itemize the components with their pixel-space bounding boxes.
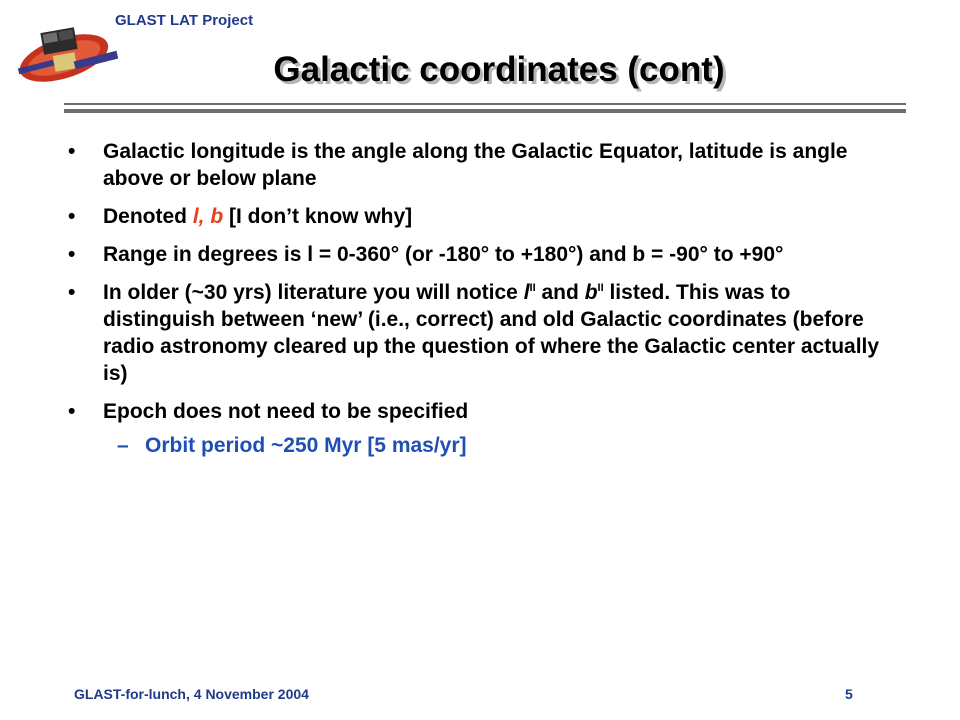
- bullet-text-part: and: [535, 281, 585, 304]
- bullet-text-part: In older (~30 yrs) literature you will notice: [103, 281, 524, 304]
- bullet-dot: •: [68, 205, 76, 228]
- bullet-dot: •: [68, 400, 76, 423]
- bullet-text: Galactic longitude is the angle along the Galactic Equator, latitude is angle above or below plane: [103, 140, 848, 190]
- sub-bullet-item: [60, 432, 900, 459]
- bullet-text-suffix: [I don’t know why]: [223, 205, 413, 228]
- bullet-text: Epoch does not need to be specified: [103, 400, 469, 423]
- slide-title: Galactic coordinates (cont): [273, 50, 725, 89]
- bullet-item: [60, 279, 900, 387]
- bullet-list: [60, 138, 900, 459]
- bullet-item: [60, 398, 900, 425]
- bullet-text: Range in degrees is l = 0-360° (or -180° to +180°) and b = -90° to +90°: [103, 243, 784, 266]
- project-label: GLAST LAT Project: [115, 12, 254, 29]
- bullet-dot: •: [68, 281, 76, 304]
- superscript: II: [529, 282, 536, 294]
- bullet-accent-symbols: l, b: [192, 205, 224, 228]
- bullet-text-prefix: Denoted: [103, 205, 193, 228]
- bullet-item: [60, 138, 900, 192]
- footer-page-number: 5: [845, 686, 853, 702]
- bullet-dot: •: [68, 243, 76, 266]
- footer-event: GLAST-for-lunch, 4 November 2004: [74, 686, 309, 702]
- title-divider-thin: [64, 103, 906, 105]
- bullet-item: [60, 203, 900, 230]
- sub-bullet-text: Orbit period ~250 Myr [5 mas/yr]: [145, 434, 467, 457]
- bullet-dot: •: [68, 140, 76, 163]
- l-symbol: l: [523, 281, 530, 304]
- bullet-text-part: listed. This was to distinguish between ‘new’ (i.e., correct) and old Galactic coordinates (before radio astronomy cleared up the question of where the Galactic center actually is): [103, 281, 880, 385]
- b-symbol: b: [584, 281, 598, 304]
- sub-bullet-dash: –: [117, 434, 129, 457]
- title-divider-thick: [64, 109, 906, 113]
- bullet-item: [60, 241, 900, 268]
- superscript: II: [597, 282, 604, 294]
